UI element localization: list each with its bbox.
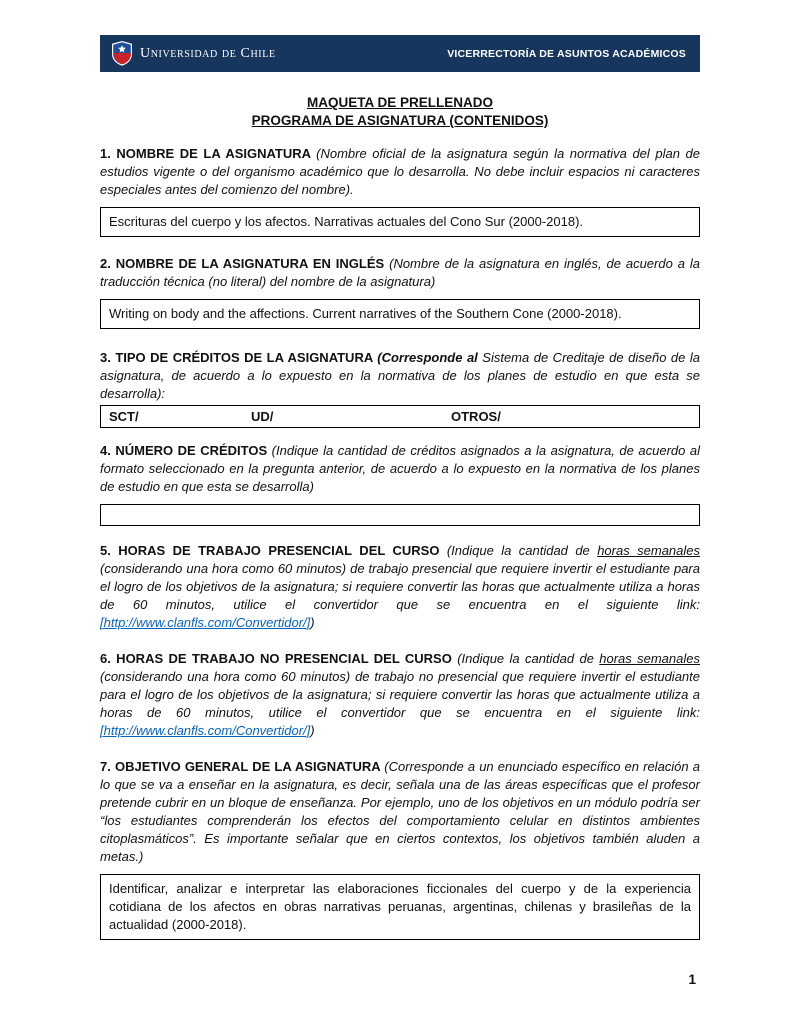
- section-5-description-part1: (Indique la cantidad de: [446, 543, 598, 558]
- document-title: [100, 94, 700, 130]
- section-6-underlined-term: horas semanales: [599, 651, 700, 666]
- section-2-description: (Nombre de la asignatura en inglés, de acuerdo a la traducción técnica (no literal) del nombre de la asignatura): [100, 256, 701, 289]
- section-3-description: Sistema de Creditaje de diseño de la asignatura, de acuerdo a lo expuesto en la normativa de los planes de estudio en que esta se desarrolla):: [100, 350, 700, 401]
- university-logo-text: Universidad de Chile: [140, 45, 276, 61]
- section-7-description: (Corresponde a un enunciado específico en relación a lo que se va a enseñar en la asignatura, es decir, señala una de las áreas específicas que el profesor pretende cubrir en un bloque de enseñanza. Por ejemplo, uno de los objetivos en un módulo podría ser “los estudiantes comprenderán los efectos del comportamiento celular en distintos ambientes citoplasmáticos”. Es importante señalar que en ciertos contextos, los objetivos también aluden a metas.): [100, 759, 700, 864]
- section-6-description-part1: (Indique la cantidad de: [457, 651, 600, 666]
- banner-department-label: VICERRECTORÍA DE ASUNTOS ACADÉMICOS: [447, 47, 686, 60]
- section-7-heading: 7. OBJETIVO GENERAL DE LA ASIGNATURA: [100, 759, 385, 774]
- university-logo: [112, 41, 276, 66]
- answer-text: Escrituras del cuerpo y los afectos. Narrativas actuales del Cono Sur (2000-2018).: [109, 214, 584, 229]
- section-2: [100, 255, 700, 291]
- document-title-line-1: MAQUETA DE PRELLENADO: [306, 95, 493, 110]
- credit-option-sct[interactable]: SCT/: [109, 409, 139, 424]
- section-1: [100, 145, 700, 199]
- section-6-description-part2: (considerando una hora como 60 minutos) de trabajo no presencial que requiere invertir el estudiante para el logro de los objetivos de la asignatura; si requiere convertir las horas que actualmente utiliza a horas de 60 minutos, utilice el convertidor que se encuentra en el siguiente link:: [100, 669, 700, 720]
- section-4: [100, 442, 700, 496]
- section-6-description-part3: ): [310, 723, 315, 738]
- answer-box-objetivo-general[interactable]: [100, 874, 700, 940]
- credit-option-otros[interactable]: OTROS/: [451, 409, 501, 424]
- section-4-description: (Indique la cantidad de créditos asignados a la asignatura, de acuerdo al formato seleccionado en la pregunta anterior, de acuerdo a lo expuesto en la normativa de los planes de estudio en que esta se desarrolla): [100, 443, 701, 494]
- credit-type-row: [100, 405, 700, 428]
- section-7: [100, 758, 700, 866]
- section-1-description: (Nombre oficial de la asignatura según la normativa del plan de estudios vigente o del organismo académico que lo desarrolla. No debe incluir espacios ni caracteres especiales antes del comienzo del nombre).: [100, 146, 700, 197]
- section-5-heading: 5. HORAS DE TRABAJO PRESENCIAL DEL CURSO: [100, 543, 447, 558]
- convertidor-link[interactable]: [http://www.clanfls.com/Convertidor/]: [100, 615, 311, 630]
- section-5-description-part3: ): [310, 615, 315, 630]
- answer-text: Identificar, analizar e interpretar las elaboraciones ficcionales del cuerpo y de la experiencia cotidiana de los afectos en obras narrativas peruanas, argentinas, chilenas y brasileñas de la actualidad (2000-2018).: [109, 881, 691, 932]
- universidad-de-chile-shield-icon: [112, 41, 132, 66]
- answer-box-nombre-ingles[interactable]: [100, 299, 700, 329]
- page-number: 1: [688, 972, 696, 987]
- section-4-heading: 4. NÚMERO DE CRÉDITOS: [100, 443, 272, 458]
- header-banner: [100, 35, 700, 72]
- section-3-heading: 3. TIPO DE CRÉDITOS DE LA ASIGNATURA: [100, 350, 378, 365]
- section-5-underlined-term: horas semanales: [597, 543, 701, 558]
- section-2-heading: 2. NOMBRE DE LA ASIGNATURA EN INGLÉS: [100, 256, 390, 271]
- section-5-description-part2: (considerando una hora como 60 minutos) de trabajo presencial que requiere invertir el estudiante para el logro de los objetivos de la asignatura; si requiere convertir las horas que actualmente utiliza a horas de 60 minutos, utilice el convertidor que se encuentra en el siguiente link:: [100, 561, 700, 612]
- credit-option-ud[interactable]: UD/: [251, 409, 274, 424]
- section-5: [100, 542, 700, 632]
- answer-box-numero-creditos[interactable]: [100, 504, 700, 526]
- section-6-heading: 6. HORAS DE TRABAJO NO PRESENCIAL DEL CURSO: [100, 651, 458, 666]
- answer-box-nombre-asignatura[interactable]: [100, 207, 700, 237]
- section-6: [100, 650, 700, 740]
- document-title-line-2: PROGRAMA DE ASIGNATURA (CONTENIDOS): [251, 113, 549, 128]
- convertidor-link[interactable]: [http://www.clanfls.com/Convertidor/]: [100, 723, 311, 738]
- section-1-heading: 1. NOMBRE DE LA ASIGNATURA: [100, 146, 317, 161]
- section-3: [100, 349, 700, 403]
- section-3-description-bold: (Corresponde al: [377, 350, 483, 365]
- answer-text: Writing on body and the affections. Current narratives of the Southern Cone (2000-2018).: [109, 306, 622, 321]
